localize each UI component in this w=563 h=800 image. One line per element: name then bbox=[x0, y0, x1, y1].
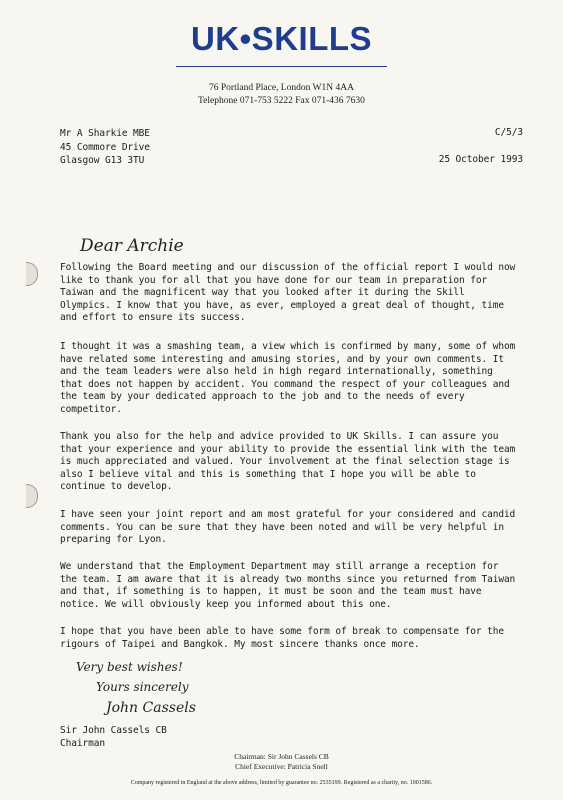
paragraph-4: I have seen your joint report and am most grateful for your considered and candid comments. You can be sure that they have been noted and will be very helpful in preparing for Lyon. bbox=[60, 509, 516, 546]
signer-name: Sir John Cassels CB bbox=[60, 725, 167, 736]
punch-hole bbox=[26, 262, 38, 286]
footer-registration: Company registered in England at the above address, limited by guarantee no. 2535199. Registered as a charity, no. 1001586. bbox=[130, 780, 433, 786]
signature: John Cassels bbox=[106, 700, 196, 716]
signer-block bbox=[60, 724, 167, 750]
recipient-street: 45 Commore Drive bbox=[60, 141, 150, 153]
recipient-name: Mr A Sharkie MBE bbox=[60, 128, 150, 139]
punch-hole bbox=[26, 484, 38, 508]
paragraph-2: I thought it was a smashing team, a view which is confirmed by many, some of whom have related some interesting and amusing stories, and by your own comments. It and the team leaders were also held in high regard internationally, something that does not happen by accident. You command the respect of your colleagues and the team by your dedicated approach to the job and to the needs of every competitor. bbox=[60, 341, 516, 415]
signer-title: Chairman bbox=[60, 738, 105, 749]
footer-chief-executive: Chief Executive: Patricia Snell bbox=[235, 762, 328, 771]
salutation: Dear Archie bbox=[80, 236, 184, 256]
recipient-address bbox=[60, 127, 150, 168]
paragraph-6: I hope that you have been able to have some form of break to compensate for the rigours of Taipei and Bangkok. My most sincere thanks once more. bbox=[60, 626, 504, 650]
letterhead-rule bbox=[176, 66, 387, 67]
letterhead-phone-fax: Telephone 071-753 5222 Fax 071-436 7630 bbox=[198, 96, 365, 106]
paragraph-5: We understand that the Employment Department may still arrange a reception for the team. I am aware that it is already two months since you returned from Taiwan and that, if something is to happen, it must be soon and the team must have notice. We will obviously keep you informed about this one. bbox=[60, 561, 516, 610]
paragraph-1: Following the Board meeting and our discussion of the official report I would now like to thank you for all that you have done for our team in preparation for Taiwan and the magnificent way that you looked after it during the Skill Olympics. I know that you have, as ever, employed a great deal of thought, time and effort to ensure its success. bbox=[60, 262, 516, 324]
handwritten-wishes: Very best wishes! bbox=[76, 660, 183, 674]
letterhead-address: 76 Portland Place, London W1N 4AA bbox=[209, 83, 354, 93]
uk-skills-logo: UK•SKILLS bbox=[190, 20, 373, 57]
reference-number: C/5/3 bbox=[494, 127, 523, 138]
handwritten-close: Yours sincerely bbox=[96, 680, 189, 694]
footer-chairman: Chairman: Sir John Cassels CB bbox=[234, 752, 329, 761]
recipient-city: Glasgow G13 3TU bbox=[60, 155, 145, 166]
paragraph-3: Thank you also for the help and advice provided to UK Skills. I can assure you that your experience and your ability to provide the essential link with the team is much appreciated and valued. Your involvement at the final selection stage is also I believe vital and this is something that I hope you will be able to continue to develop. bbox=[60, 431, 516, 493]
letter-date: 25 October 1993 bbox=[438, 154, 523, 165]
